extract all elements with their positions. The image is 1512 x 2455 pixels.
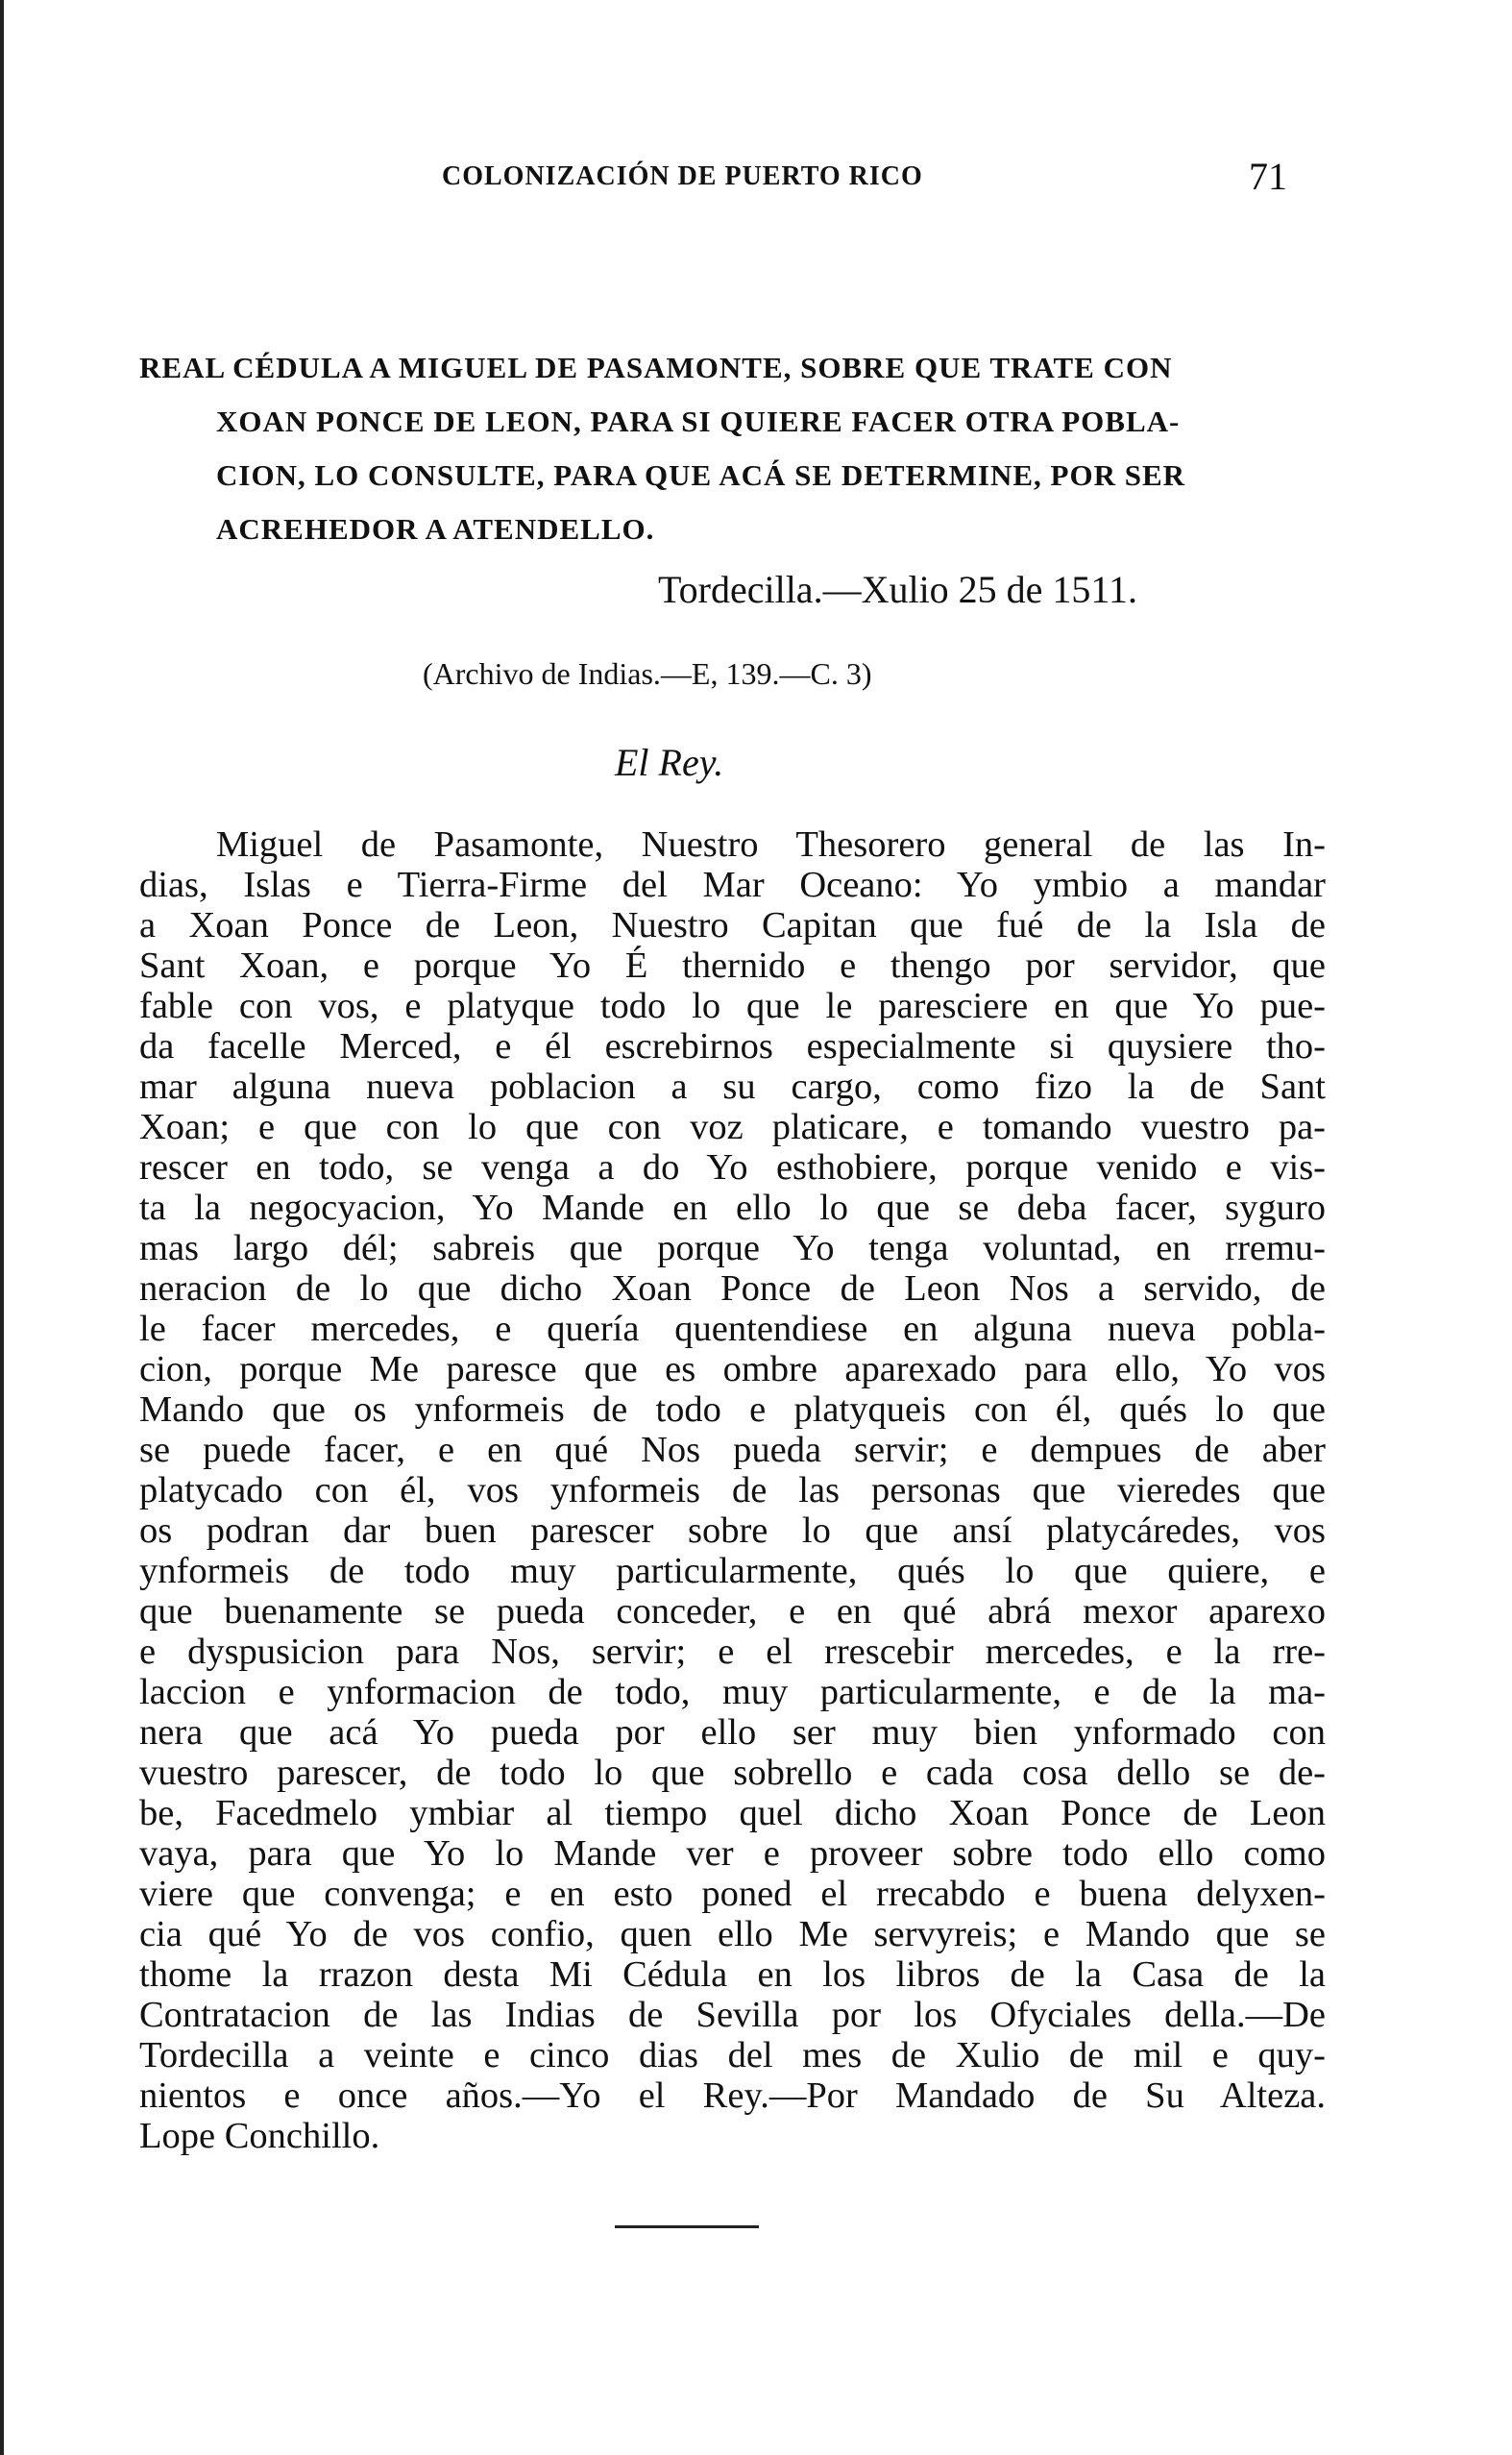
body-line: ynformeis de todo muy particularmente, qués lo que quiere, e: [139, 1551, 1326, 1591]
body-line: ta la negocyacion, Yo Mande en ello lo que se deba facer, syguro: [139, 1188, 1326, 1228]
body-line: Contratacion de las Indias de Sevilla por los Ofyciales della.—De: [139, 1995, 1326, 2035]
body-line: viere que convenga; e en esto poned el rrecabdo e buena delyxen-: [139, 1874, 1326, 1914]
body-line: que buenamente se pueda conceder, e en qué abrá mexor aparexo: [139, 1591, 1326, 1632]
title-line: REAL CÉDULA A MIGUEL DE PASAMONTE, SOBRE QUE TRATE CON: [139, 351, 1173, 384]
body-line: cion, porque Me paresce que es ombre aparexado para ello, Yo vos: [139, 1349, 1326, 1389]
body-line: neracion de lo que dicho Xoan Ponce de Leon Nos a servido, de: [139, 1268, 1326, 1309]
document-body: [139, 824, 1326, 2156]
body-line: se puede facer, e en qué Nos pueda servir; e dempues de aber: [139, 1430, 1326, 1470]
body-line: laccion e ynformacion de todo, muy particularmente, e de la ma-: [139, 1672, 1326, 1712]
body-line: a Xoan Ponce de Leon, Nuestro Capitan que fué de la Isla de: [139, 905, 1326, 945]
body-line: Xoan; e que con lo que con voz platicare, e tomando vuestro pa-: [139, 1107, 1326, 1147]
salutation: El Rey.: [615, 741, 724, 784]
body-line: vuestro parescer, de todo lo que sobrello e cada cosa dello se de-: [139, 1753, 1326, 1793]
place-date: Tordecilla.—Xulio 25 de 1511.: [658, 568, 1137, 611]
body-line: Lope Conchillo.: [139, 2116, 380, 2156]
body-line: le facer mercedes, e quería quentendiese en alguna nueva pobla-: [139, 1309, 1326, 1349]
body-line: nientos e once años.—Yo el Rey.—Por Mandado de Su Alteza.: [139, 2075, 1326, 2116]
body-line: be, Facedmelo ymbiar al tiempo quel dicho Xoan Ponce de Leon: [139, 1793, 1326, 1833]
body-line: Mando que os ynformeis de todo e platyqueis con él, qués lo que: [139, 1389, 1326, 1430]
body-line: mas largo dél; sabreis que porque Yo tenga voluntad, en rremu-: [139, 1228, 1326, 1268]
title-line: XOAN PONCE DE LEON, PARA SI QUIERE FACER OTRA POBLA-: [216, 405, 1181, 438]
body-line: thome la rrazon desta Mi Cédula en los libros de la Casa de la: [139, 1954, 1326, 1995]
source-reference: (Archivo de Indias.—E, 139.—C. 3): [423, 656, 872, 691]
body-line: vaya, para que Yo lo Mande ver e proveer sobre todo ello como: [139, 1833, 1326, 1874]
body-line: e dyspusicion para Nos, servir; e el rrescebir mercedes, e la rre-: [139, 1632, 1326, 1672]
title-line: ACREHEDOR A ATENDELLO.: [216, 512, 655, 546]
body-line: os podran dar buen parescer sobre lo que ansí platycáredes, vos: [139, 1510, 1326, 1551]
running-header-title: COLONIZACIÓN DE PUERTO RICO: [442, 161, 923, 191]
body-line: fable con vos, e platyque todo lo que le paresciere en que Yo pue-: [139, 986, 1326, 1026]
body-line: da facelle Merced, e él escrebirnos especialmente si quysiere tho-: [139, 1026, 1326, 1067]
page-number: 71: [1249, 155, 1287, 198]
body-line: Sant Xoan, e porque Yo É thernido e thengo por servidor, que: [139, 945, 1326, 986]
body-line: Tordecilla a veinte e cinco dias del mes de Xulio de mil e quy-: [139, 2035, 1326, 2075]
body-line: mar alguna nueva poblacion a su cargo, como fizo la de Sant: [139, 1067, 1326, 1107]
page-edge-rule: [0, 0, 4, 2455]
document-title: [139, 341, 1326, 556]
body-line: platycado con él, vos ynformeis de las personas que vieredes que: [139, 1470, 1326, 1510]
body-line: dias, Islas e Tierra-Firme del Mar Oceano: Yo ymbio a mandar: [139, 865, 1326, 905]
body-line: Miguel de Pasamonte, Nuestro Thesorero general de las In-: [216, 824, 1326, 865]
body-line: cia qué Yo de vos confio, quen ello Me servyreis; e Mando que se: [139, 1914, 1326, 1954]
body-line: rescer en todo, se venga a do Yo esthobiere, porque venido e vis-: [139, 1147, 1326, 1188]
running-header: [442, 154, 1326, 202]
title-line: CION, LO CONSULTE, PARA QUE ACÁ SE DETERMINE, POR SER: [216, 458, 1186, 492]
closing-rule: [615, 2225, 759, 2228]
body-line: nera que acá Yo pueda por ello ser muy bien ynformado con: [139, 1712, 1326, 1753]
